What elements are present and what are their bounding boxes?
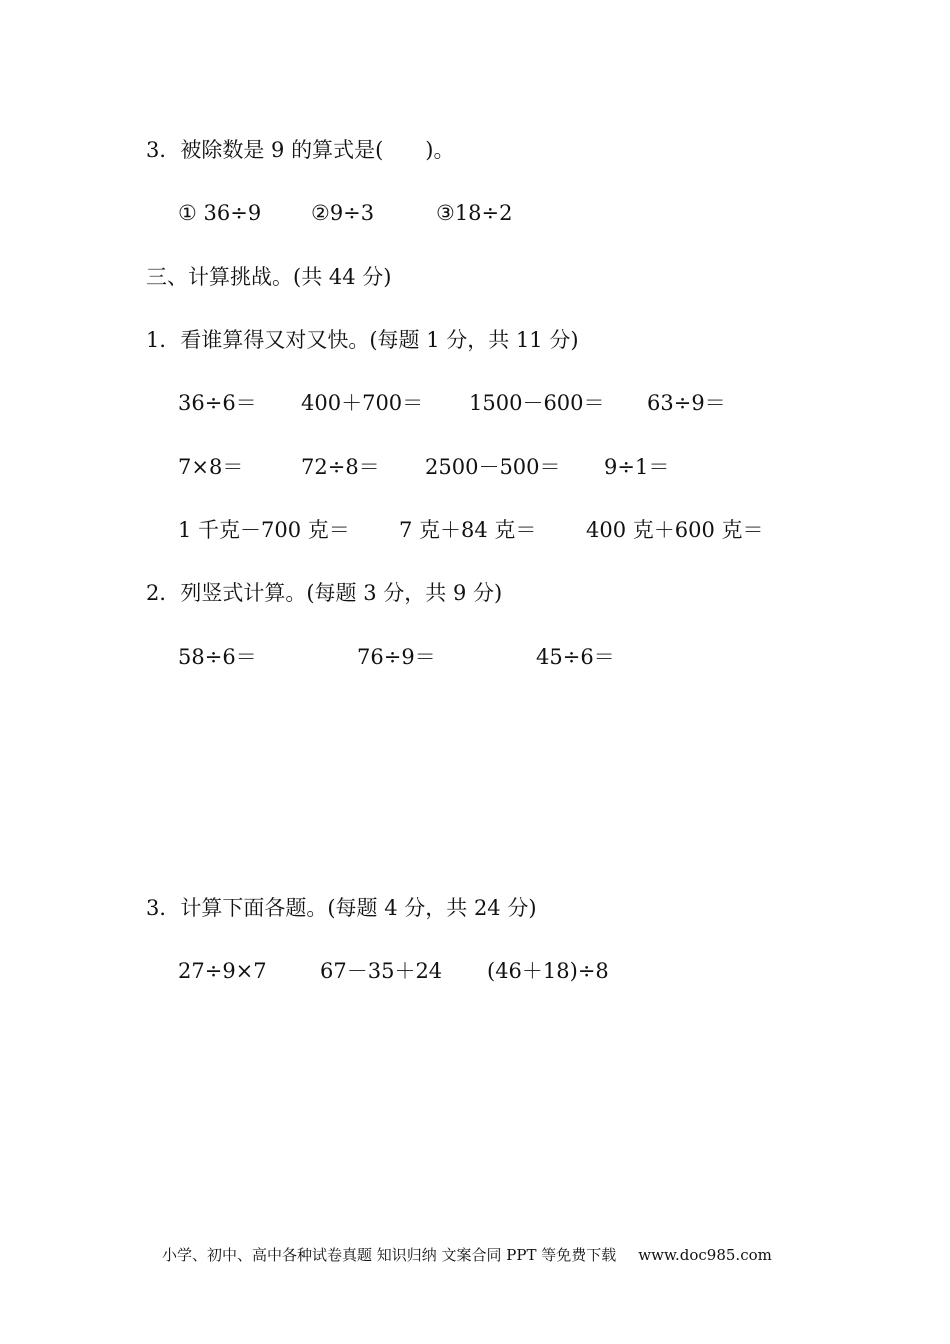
option-3: ③18÷2 [436, 201, 513, 225]
part-2-title: 2．列竖式计算。(每题 3 分，共 9 分) [146, 581, 503, 605]
calc-item: 7 克＋84 克＝ [399, 518, 537, 542]
part-3-title: 3．计算下面各题。(每题 4 分，共 24 分) [146, 896, 537, 920]
calc-item: 63÷9＝ [647, 391, 726, 415]
expression-item: (46＋18)÷8 [487, 959, 609, 983]
expression-item: 67－35＋24 [320, 959, 443, 983]
vertical-calc-item: 58÷6＝ [178, 645, 257, 669]
calc-item: 1500－600＝ [469, 391, 605, 415]
footer [162, 1246, 772, 1264]
calc-item: 36÷6＝ [178, 391, 257, 415]
option-1: ① 36÷9 [178, 201, 262, 225]
footer-text: 小学、初中、高中各种试卷真题 知识归纳 文案合同 PPT 等免费下载 [162, 1246, 617, 1264]
expression-item: 27÷9×7 [178, 959, 267, 983]
section-title: 三、计算挑战。(共 44 分) [146, 265, 392, 289]
calc-item: 72÷8＝ [301, 455, 380, 479]
calc-item: 2500－500＝ [425, 455, 561, 479]
calc-item: 9÷1＝ [604, 455, 670, 479]
part-1-title: 1．看谁算得又对又快。(每题 1 分，共 11 分) [146, 328, 579, 352]
calc-item: 400＋700＝ [301, 391, 424, 415]
vertical-calc-item: 45÷6＝ [536, 645, 615, 669]
calc-item: 7×8＝ [178, 455, 244, 479]
calc-item: 1 千克－700 克＝ [178, 518, 350, 542]
question-3-stem: 3．被除数是 9 的算式是( )。 [146, 138, 455, 162]
calc-item: 400 克＋600 克＝ [586, 518, 764, 542]
vertical-calc-item: 76÷9＝ [357, 645, 436, 669]
option-2: ②9÷3 [311, 201, 375, 225]
footer-url[interactable]: www.doc985.com [638, 1246, 772, 1264]
